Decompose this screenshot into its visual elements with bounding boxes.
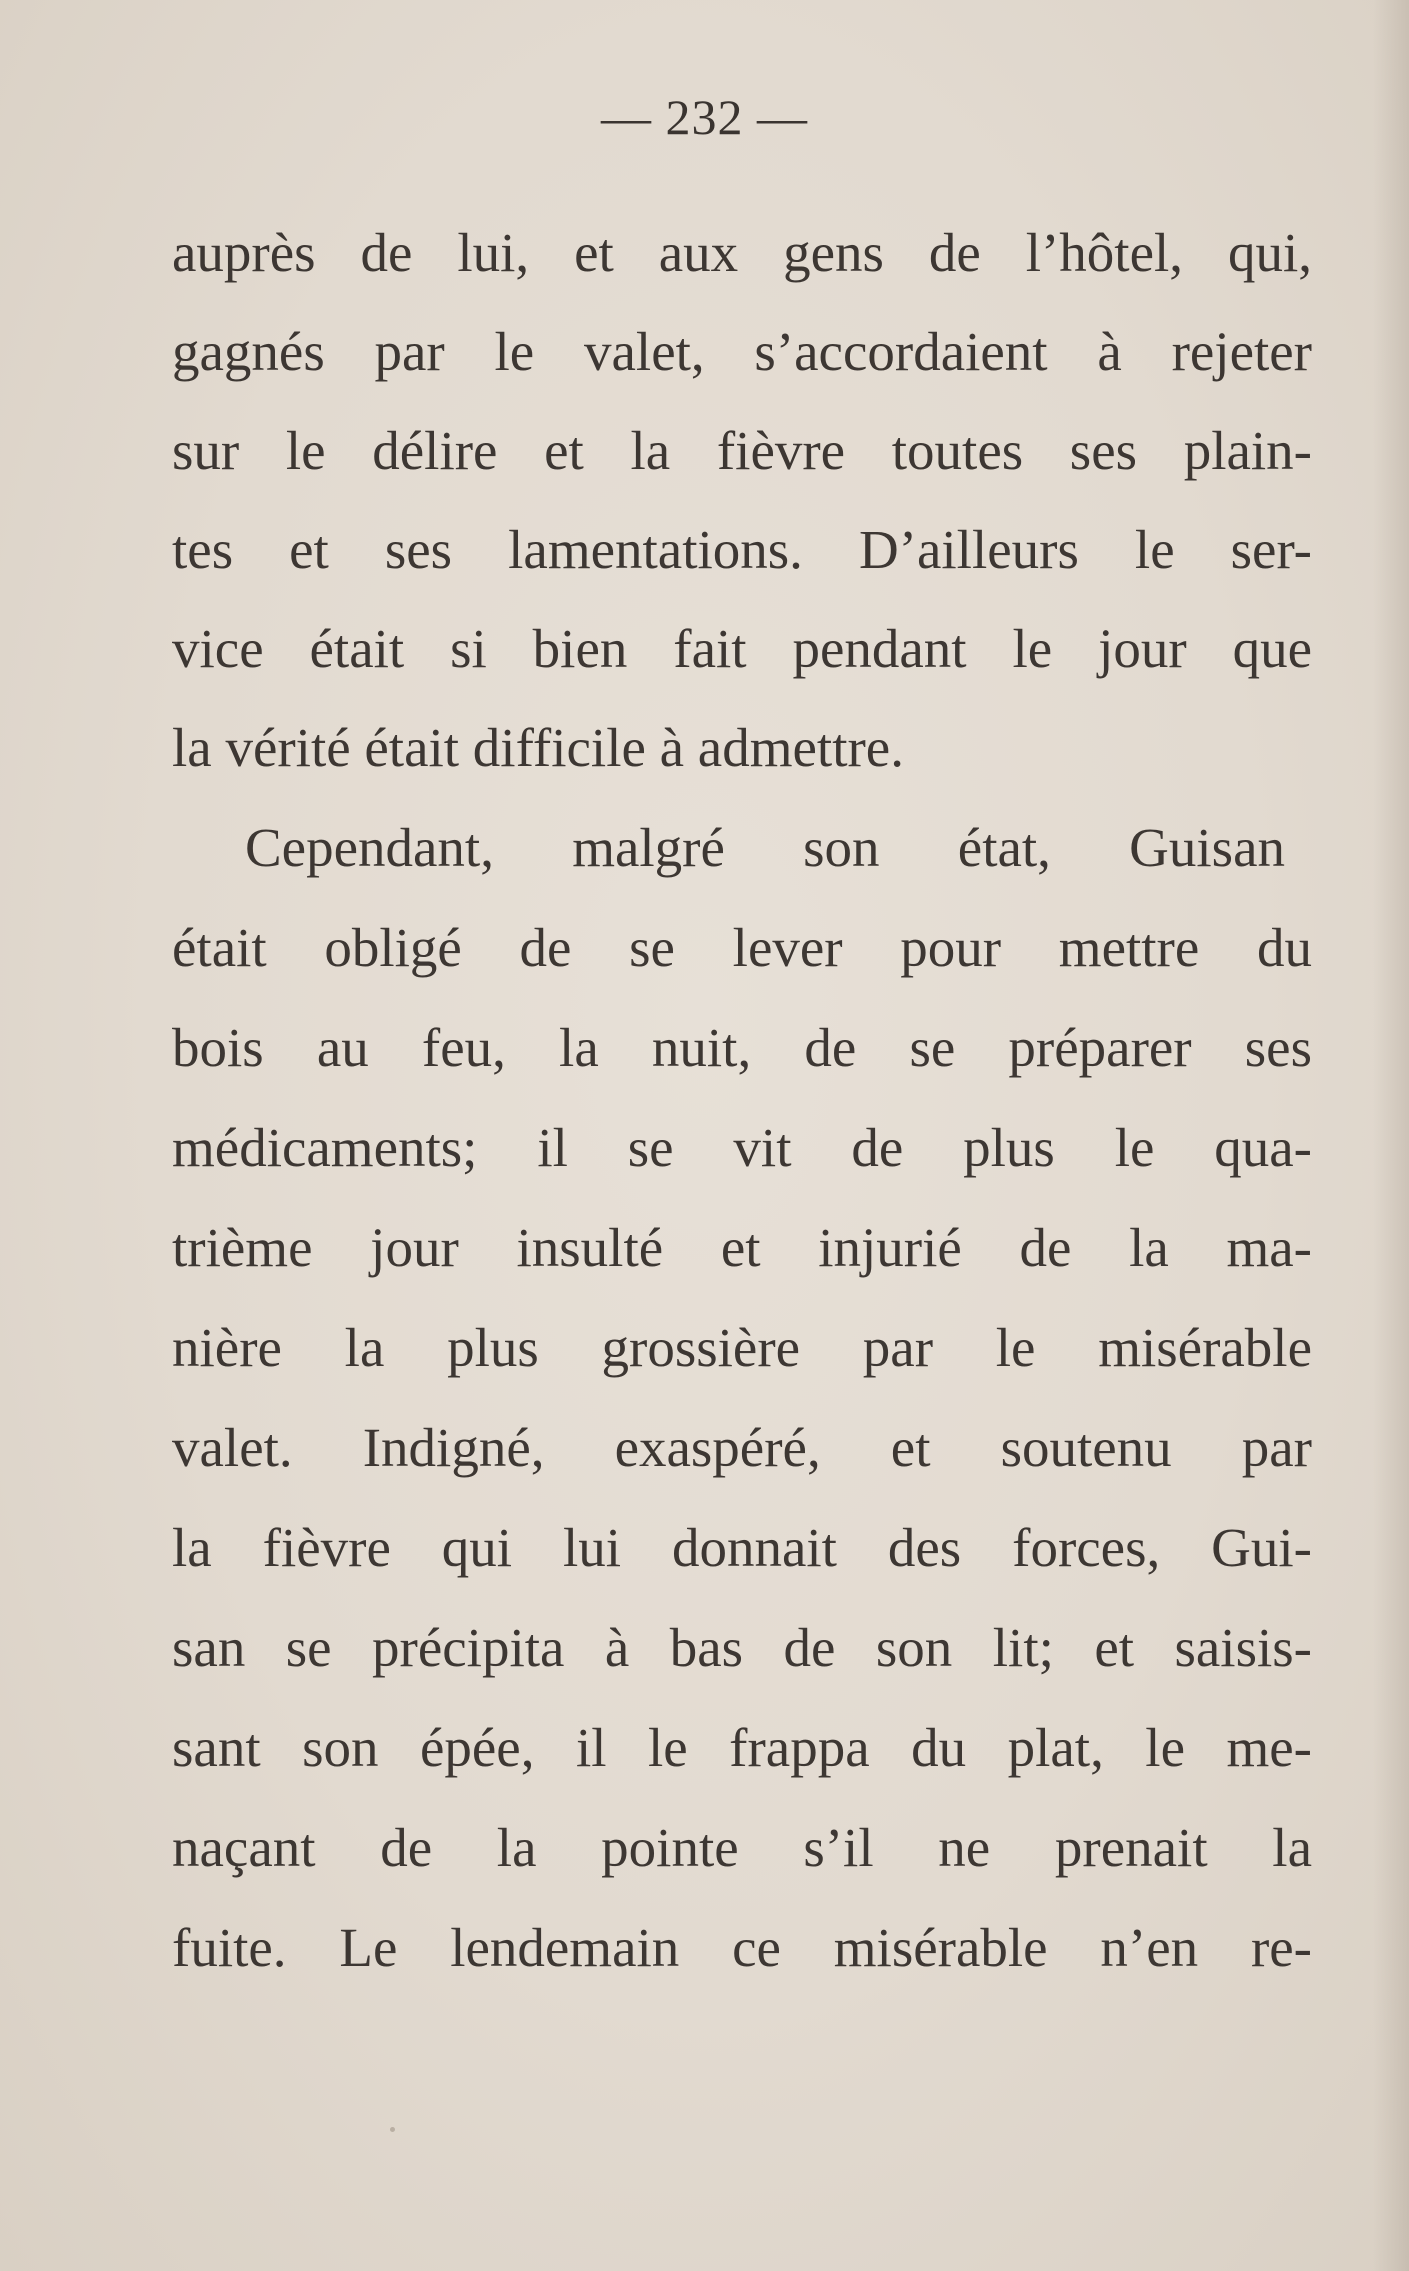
text-line: était obligé de se lever pour mettre du xyxy=(172,917,1312,978)
text-line: auprès de lui, et aux gens de l’hôtel, qui, xyxy=(172,222,1312,283)
text-line: gagnés par le valet, s’accordaient à rejeter xyxy=(172,321,1312,382)
text-line: la fièvre qui lui donnait des forces, Gui- xyxy=(172,1517,1312,1578)
text-line: valet. Indigné, exaspéré, et soutenu par xyxy=(172,1417,1312,1478)
text-line: sur le délire et la fièvre toutes ses plain- xyxy=(172,420,1312,481)
text-line: fuite. Le lendemain ce misérable n’en re- xyxy=(172,1917,1312,1978)
text-line: médicaments; il se vit de plus le qua- xyxy=(172,1117,1312,1178)
page-number: — 232 — xyxy=(601,89,808,145)
text-line: Cependant, malgré son état, Guisan xyxy=(245,817,1285,878)
text-line: trième jour insulté et injurié de la ma- xyxy=(172,1217,1312,1278)
text-line: san se précipita à bas de son lit; et saisis- xyxy=(172,1617,1312,1678)
text-line: vice était si bien fait pendant le jour que xyxy=(172,618,1312,679)
text-line: la vérité était difficile à admettre. xyxy=(172,717,904,778)
text-line: tes et ses lamentations. D’ailleurs le ser- xyxy=(172,519,1312,580)
text-line: naçant de la pointe s’il ne prenait la xyxy=(172,1817,1312,1878)
page-edge-shadow xyxy=(1373,0,1409,2271)
text-line: nière la plus grossière par le misérable xyxy=(172,1317,1312,1378)
text-line: sant son épée, il le frappa du plat, le me- xyxy=(172,1717,1312,1778)
text-line: bois au feu, la nuit, de se préparer ses xyxy=(172,1017,1312,1078)
paper-speck xyxy=(390,2127,395,2132)
